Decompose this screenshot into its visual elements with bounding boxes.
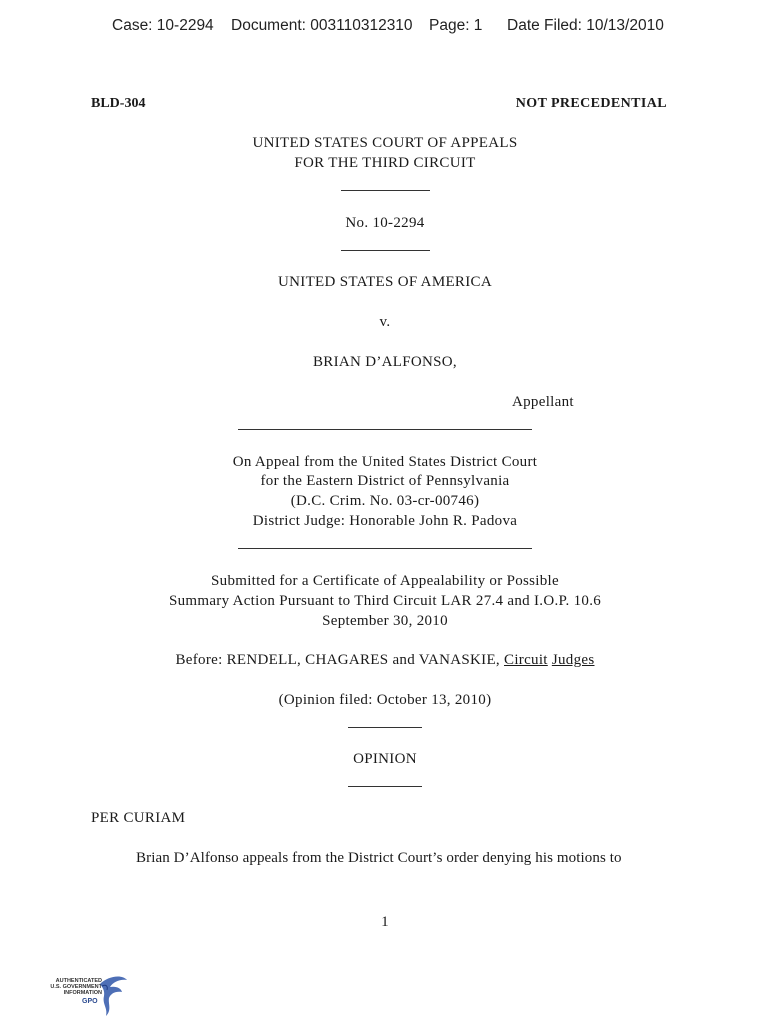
body-text: Brian D’Alfonso appeals from the District Court’s order denying his motions to [136, 850, 622, 866]
party-role: Appellant [512, 394, 574, 410]
divider [348, 786, 422, 787]
seal-line-2: U.S. GOVERNMENT [50, 984, 102, 990]
seal-line-1: AUTHENTICATED [55, 978, 102, 984]
page-number: 1 [381, 914, 389, 930]
panel-prefix: Before: RENDELL, CHAGARES and VANASKIE, [175, 652, 505, 668]
doc-status: NOT PRECEDENTIAL [515, 96, 667, 111]
doc-code: BLD-304 [91, 96, 146, 111]
case-number: No. 10-2294 [345, 215, 425, 231]
seal-mark: GPO [82, 998, 98, 1005]
header-case: Case: 10-2294 [112, 17, 214, 34]
submitted-line-1: Submitted for a Certificate of Appealability or Possible [211, 573, 559, 589]
panel-circuit: Circuit [504, 652, 548, 668]
party-defendant: BRIAN D’ALFONSO, [313, 354, 457, 370]
appeal-line-4: District Judge: Honorable John R. Padova [252, 513, 518, 529]
versus: v. [379, 314, 391, 330]
header-date-filed: Date Filed: 10/13/2010 [507, 17, 664, 34]
opinion-filed: (Opinion filed: October 13, 2010) [278, 692, 492, 708]
divider [341, 250, 430, 251]
appeal-line-1: On Appeal from the United States District Court [232, 454, 538, 470]
divider [238, 429, 532, 430]
header-page: Page: 1 [429, 17, 483, 34]
seal-line-3: INFORMATION [63, 990, 102, 996]
header-document: Document: 003110312310 [231, 17, 413, 34]
submitted-line-2: Summary Action Pursuant to Third Circuit LAR 27.4 and I.O.P. 10.6 [168, 593, 602, 609]
per-curiam: PER CURIAM [91, 810, 186, 826]
panel-line [0, 652, 770, 669]
appeal-line-3: (D.C. Crim. No. 03-cr-00746) [290, 493, 480, 509]
gpo-authentication-seal [44, 974, 130, 1018]
party-plaintiff: UNITED STATES OF AMERICA [278, 274, 492, 290]
eagle-icon [96, 974, 130, 1018]
appeal-line-2: for the Eastern District of Pennsylvania [260, 473, 510, 489]
divider [348, 727, 422, 728]
divider [341, 190, 430, 191]
panel-judges: Judges [551, 652, 595, 668]
submitted-date: September 30, 2010 [322, 613, 448, 629]
opinion-heading: OPINION [353, 751, 417, 767]
divider [238, 548, 532, 549]
court-line-2: FOR THE THIRD CIRCUIT [294, 155, 476, 171]
court-line-1: UNITED STATES COURT OF APPEALS [252, 135, 518, 151]
